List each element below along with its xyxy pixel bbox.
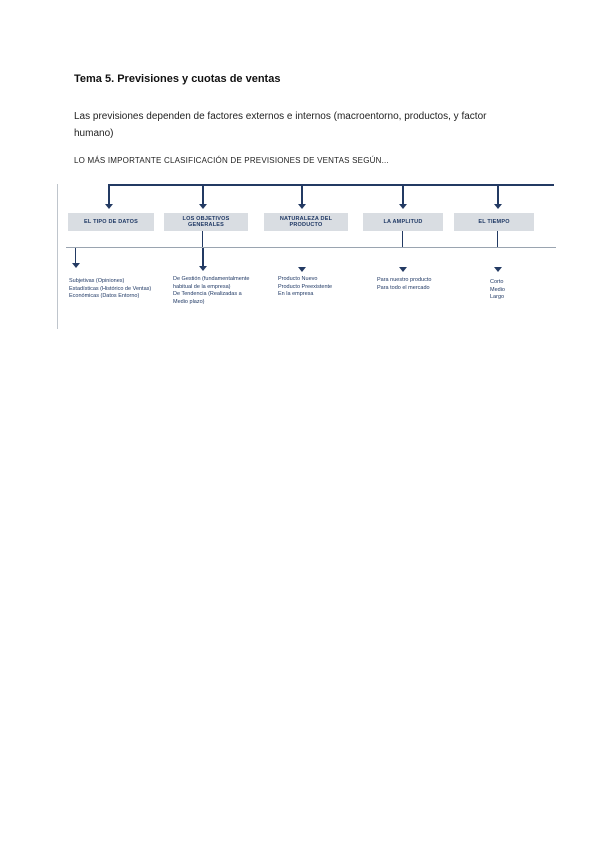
arrow-down-icon [105, 204, 113, 209]
connector-stem [402, 184, 404, 204]
connector-stem [497, 184, 499, 204]
items-tiempo [490, 279, 505, 302]
list-item: Para nuestro producto [377, 277, 432, 283]
list-item: De Tendencia (Realizadas a [173, 291, 242, 297]
connector-stem [202, 231, 203, 247]
list-item: Producto Nuevo [278, 276, 318, 282]
list-item: Medio [490, 286, 505, 293]
connector-stem [202, 184, 204, 204]
classification-diagram [56, 180, 546, 330]
list-item: habitual de la empresa) [173, 283, 231, 290]
arrow-down-icon [72, 263, 80, 268]
arrow-down-icon [399, 267, 407, 272]
arrow-down-icon [494, 204, 502, 209]
arrow-down-icon [199, 266, 207, 271]
connector-stem [497, 231, 498, 247]
list-item: Producto Preexistente [278, 283, 333, 290]
list-item: Subjetivas (Opiniones) [69, 278, 125, 284]
list-item: Corto [490, 279, 504, 285]
intro-paragraph: Las previsiones dependen de factores externos e internos (macroentorno, productos, y factor humano) [74, 111, 487, 139]
list-item: Largo [490, 294, 505, 300]
document-title: Tema 5. Previsiones y cuotas de ventas [74, 73, 281, 85]
top-connector-line [108, 184, 554, 186]
items-naturaleza [278, 276, 332, 299]
list-item: Estadísticas (Histórico de Ventas) [69, 285, 152, 292]
left-border-line [57, 184, 58, 329]
items-tipo-datos [69, 278, 151, 301]
category-box-amplitud: LA AMPLITUD [363, 213, 443, 231]
category-box-tipo-datos: EL TIPO DE DATOS [68, 213, 154, 231]
category-box-objetivos: LOS OBJETIVOS GENERALES [164, 213, 248, 231]
arrow-down-icon [199, 204, 207, 209]
connector-stem [402, 231, 403, 247]
arrow-down-icon [298, 204, 306, 209]
connector-stem [75, 248, 76, 263]
list-item: Para todo el mercado [377, 284, 430, 291]
list-item: De Gestión (fundamentalmente [173, 276, 250, 282]
connector-stem [202, 248, 204, 266]
category-box-tiempo: EL TIEMPO [454, 213, 534, 231]
connector-stem [301, 184, 303, 204]
arrow-down-icon [298, 267, 306, 272]
list-item: Medio plazo) [173, 298, 205, 305]
items-amplitud [377, 277, 431, 292]
arrow-down-icon [399, 204, 407, 209]
arrow-down-icon [494, 267, 502, 272]
category-box-naturaleza: NATURALEZA DEL PRODUCTO [264, 213, 348, 231]
middle-connector-line [66, 247, 556, 248]
classification-lead: LO MÁS IMPORTANTE CLASIFICACIÓN DE PREVISIONES DE VENTAS SEGÚN... [74, 156, 389, 165]
items-objetivos [173, 276, 249, 306]
list-item: En la empresa [278, 291, 314, 297]
list-item: Económicas (Datos Entorno) [69, 293, 140, 299]
connector-stem [108, 184, 110, 204]
